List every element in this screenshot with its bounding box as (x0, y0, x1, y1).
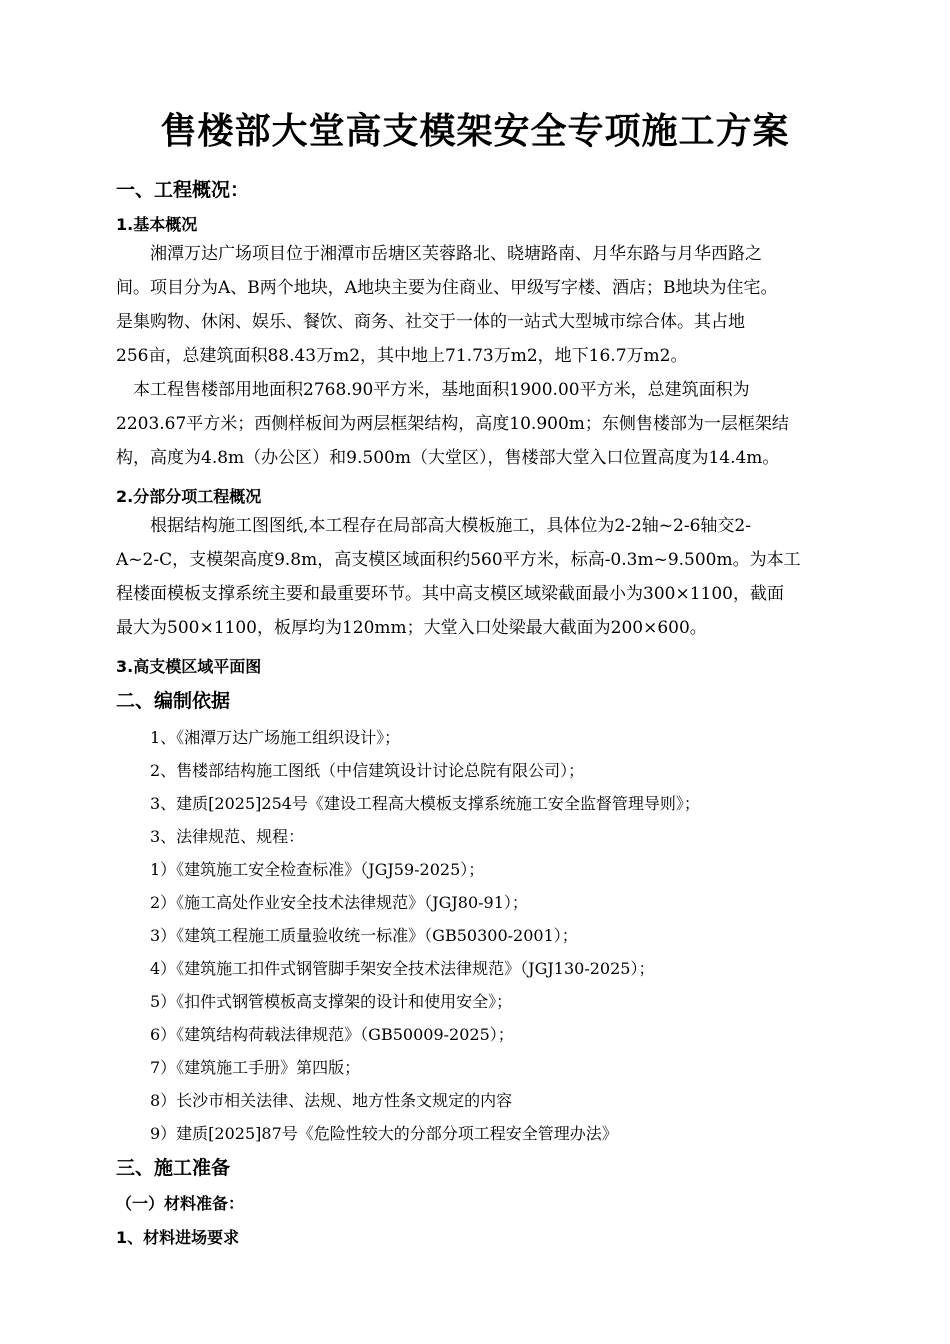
basis-list-item: 9）建质[2025]87号《危险性较大的分部分项工程安全管理办法》 (150, 1124, 618, 1143)
text-line: 本工程售楼部用地面积2768.90平方米，基地面积1900.00平方米，总建筑面积为 (116, 380, 750, 400)
document-title: 售楼部大堂高支模架安全专项施工方案 (160, 111, 790, 152)
basis-list-item: 5）《扣件式钢管模板高支撑架的设计和使用安全》； (150, 992, 513, 1011)
subheading-basic-overview: 1.基本概况 (116, 215, 198, 234)
subheading-material-preparation: （一）材料准备： (116, 1194, 245, 1213)
paragraph-building-area (116, 373, 856, 475)
subheading-material-entry: 1、材料进场要求 (116, 1228, 240, 1247)
basis-list-item: 3、建质[2025]254号《建设工程高大模板支撑系统施工安全监督管理导则》； (150, 794, 700, 813)
text-line: A~2-C，支模架高度9.8m，高支模区域面积约560平方米，标高-0.3m~9.500m。为本工 (116, 550, 801, 570)
basis-list-item: 3）《建筑工程施工质量验收统一标准》（GB50300-2001）； (150, 926, 578, 945)
subheading-plan-drawing: 3.高支模区域平面图 (116, 657, 262, 676)
subheading-subproject-overview: 2.分部分项工程概况 (116, 487, 262, 506)
basis-list-item: 3、法律规范、规程： (150, 827, 305, 846)
text-line: 构，高度为4.8m（办公区）和9.500m（大堂区），售楼部大堂入口位置高度为14.4m。 (116, 448, 780, 468)
section-heading-preparation: 三、施工准备 (116, 1157, 231, 1179)
basis-list-item: 6）《建筑结构荷载法律规范》（GB50009-2025）； (150, 1025, 514, 1044)
section-heading-overview: 一、工程概况： (116, 179, 250, 201)
basis-list-item: 4）《建筑施工扣件式钢管脚手架安全技术法律规范》（JGJ130-2025）； (150, 959, 655, 978)
paragraph-formwork-scope (116, 509, 856, 645)
text-line: 256亩，总建筑面积88.43万m2，其中地上71.73万m2，地下16.7万m2。 (116, 346, 688, 366)
basis-list-item: 2）《施工高处作业安全技术法律规范》（JGJ80-91）； (150, 893, 528, 912)
basis-list-item: 2、售楼部结构施工图纸（中信建筑设计讨论总院有限公司）； (150, 761, 585, 780)
text-line: 是集购物、休闲、娱乐、餐饮、商务、社交于一体的一站式大型城市综合体。其占地 (116, 312, 745, 332)
paragraph-project-location (116, 237, 856, 373)
text-line: 2203.67平方米；西侧样板间为两层框架结构，高度10.900m；东侧售楼部为一层框架结 (116, 414, 789, 434)
text-line: 间。项目分为A、B两个地块，A地块主要为住商业、甲级写字楼、酒店；B地块为住宅。 (116, 278, 778, 298)
basis-list-item: 8）长沙市相关法律、法规、地方性条文规定的内容 (150, 1091, 513, 1110)
text-line: 最大为500×1100，板厚均为120mm；大堂入口处梁最大截面为200×600。 (116, 618, 707, 638)
basis-list-item: 7）《建筑施工手册》第四版； (150, 1058, 361, 1077)
text-line: 根据结构施工图图纸,本工程存在局部高大模板施工，具体位为2-2轴~2-6轴交2- (116, 516, 751, 536)
text-line: 湘潭万达广场项目位于湘潭市岳塘区芙蓉路北、晓塘路南、月华东路与月华西路之 (116, 244, 762, 264)
basis-list-item: 1、《湘潭万达广场施工组织设计》； (150, 728, 401, 747)
section-heading-basis: 二、编制依据 (116, 690, 231, 712)
basis-list-item: 1）《建筑施工安全检查标准》（JGJ59-2025）； (150, 860, 485, 879)
text-line: 程楼面模板支撑系统主要和最重要环节。其中高支模区域梁截面最小为300×1100，截面 (116, 584, 784, 604)
